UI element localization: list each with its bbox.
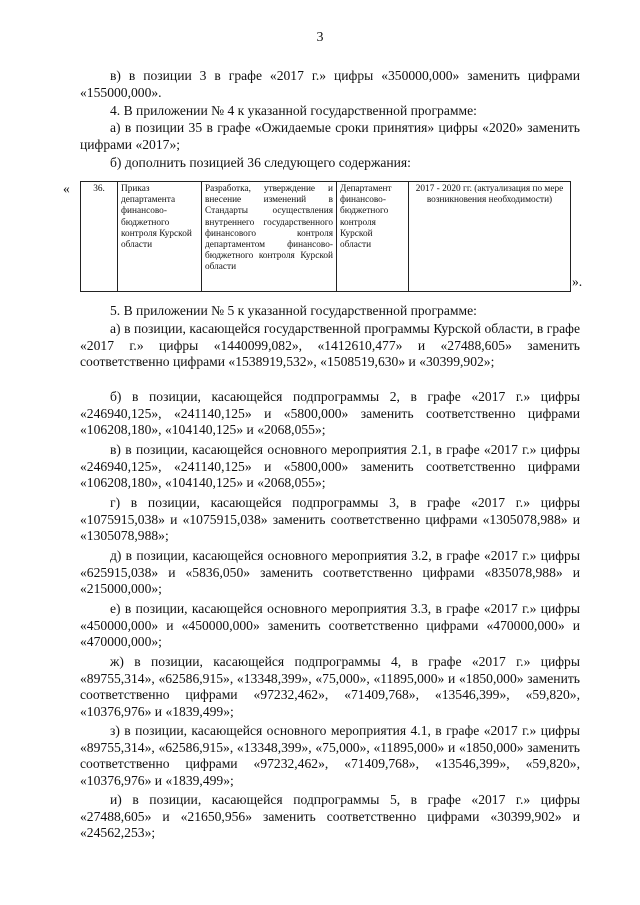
paragraph-body-1: а) в позиции, касающейся государственной программы Курской области, в графе «2017 г.» цифры «1440099,082», «1412610,477» и «27488,605» заменить соответственно цифрами «1538919,532», «1508519,630» и «30399,902»; <box>80 321 580 369</box>
cell-document-name: Приказ департамента финансово-бюджетного контроля Курской области <box>118 182 202 292</box>
paragraph-body-5: д) в позиции, касающейся основного мероприятия 3.2, в графе «2017 г.» цифры «625915,038» и «5836,050» заменить соответственно цифрами «835078,988» и «215000,000»; <box>80 548 580 596</box>
page-number: 3 <box>316 30 324 45</box>
paragraph-body-8: з) в позиции, касающейся основного мероприятия 4.1, в графе «2017 г.» цифры «89755,314», «62586,915», «13348,399», «75,000», «11895,000» и «1850,000» заменить соответственно цифрами «97232,462», «71409,768», «13546,399», «59,820», «10376,976» и «1839,499»; <box>80 723 580 788</box>
paragraph-body-3: в) в позиции, касающейся основного мероприятия 2.1, в графе «2017 г.» цифры «246940,125», «241140,125» и «5800,000» заменить соответственно цифрами «106208,180», «104140,125» и «2068,055»; <box>80 442 580 490</box>
cell-content: Разработка, утверждение и внесение изменений в Стандарты осуществления внутреннего государственного финансового контроля департаментом финансово-бюджетного контроля Курской области <box>202 182 337 292</box>
paragraph-top-1: 4. В приложении № 4 к указанной государственной программе: <box>110 103 477 118</box>
table-open-quote: « <box>63 181 70 196</box>
paragraph-top-3: б) дополнить позицией 36 следующего содержания: <box>110 155 411 170</box>
paragraph-body-0: 5. В приложении № 5 к указанной государственной программе: <box>110 303 477 318</box>
table-row <box>81 182 571 292</box>
paragraph-top-2: а) в позиции 35 в графе «Ожидаемые сроки принятия» цифры «2020» заменить цифрами «2017»; <box>80 120 580 152</box>
paragraph-body-9: и) в позиции, касающейся подпрограммы 5, в графе «2017 г.» цифры «27488,605» и «21650,956» заменить соответственно цифрами «30399,902» и «24562,253»; <box>80 792 580 840</box>
paragraph-top-0: в) в позиции 3 в графе «2017 г.» цифры «350000,000» заменить цифрами «155000,000». <box>80 68 580 100</box>
paragraph-body-4: г) в позиции, касающейся подпрограммы 3, в графе «2017 г.» цифры «1075915,038» и «1075915,038» заменить соответственно цифрами «1305078,988» и «1305078,988»; <box>80 495 580 543</box>
paragraph-body-6: е) в позиции, касающейся основного мероприятия 3.3, в графе «2017 г.» цифры «450000,000» и «450000,000» заменить соответственно цифрами «470000,000» и «470000,000»; <box>80 601 580 649</box>
paragraph-body-2: б) в позиции, касающейся подпрограммы 2, в графе «2017 г.» цифры «246940,125», «241140,125» и «5800,000» заменить соответственно цифрами «106208,180», «104140,125» и «2068,055»; <box>80 389 580 437</box>
inserted-position-table <box>80 181 571 292</box>
cell-number: 36. <box>81 182 118 292</box>
table-close-quote: ». <box>572 274 583 289</box>
cell-term: 2017 - 2020 гг. (актуализация по мере возникновения необходимости) <box>409 182 571 292</box>
cell-executor: Департамент финансово-бюджетного контроля Курской области <box>337 182 409 292</box>
paragraph-body-7: ж) в позиции, касающейся подпрограммы 4, в графе «2017 г.» цифры «89755,314», «62586,915», «13348,399», «75,000», «11895,000» и «1850,000» заменить соответственно цифрами «97232,462», «71409,768», «13546,399», «59,820», «10376,976» и «1839,499»; <box>80 654 580 719</box>
